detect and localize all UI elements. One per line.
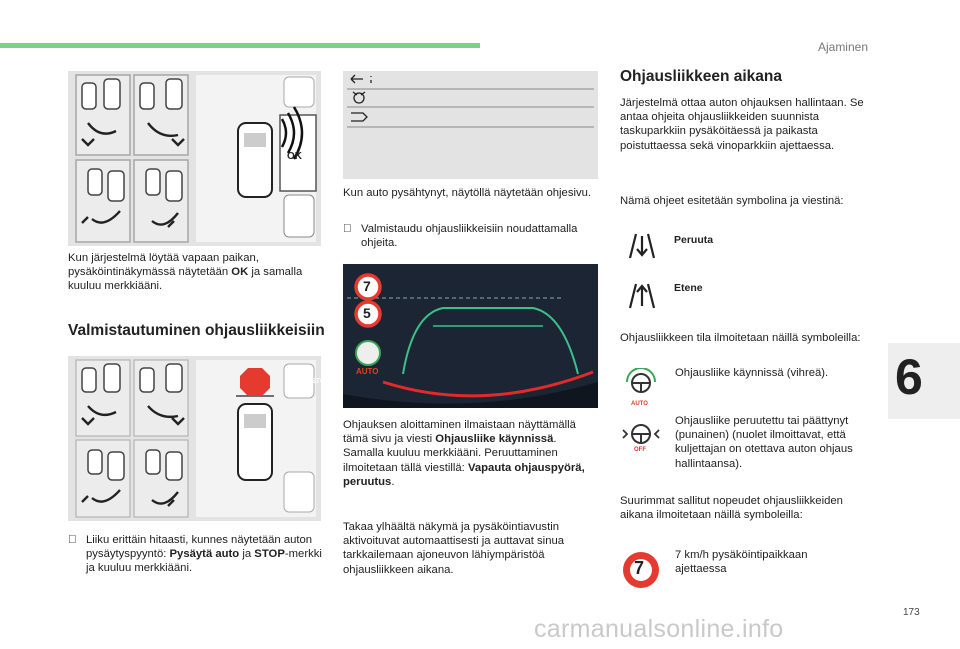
chapter-number: 6 [895, 349, 923, 405]
page-number: 173 [903, 607, 920, 618]
text-off-status: Ohjausliike peruutettu tai päättynyt (punainen) (nuolet ilmoittavat, että kuljettajan on otettava auton ohjaus hallintaansa). [675, 415, 853, 470]
camera-sign-5: 5 [363, 305, 371, 321]
bullet-stop-car: Pysäytä auto [169, 548, 240, 561]
ok-label: OK [287, 151, 302, 162]
text-system-control: Järjestelmä ottaa auton ohjauksen hallintaan. Se antaa ohjeita ohjausliikkeiden suunnista taskuparkkiin pysäköitäessä ja paikasta poistuttaessa sekä vinoparkkiin ajettaessa. [620, 97, 864, 152]
figure-parking-found [68, 71, 321, 246]
label-forward: Etene [674, 282, 703, 294]
off-label: OFF [634, 447, 646, 453]
speed-limit-value: 7 [634, 558, 645, 578]
stop-sign-label: STOP [311, 378, 330, 385]
maneuver-text-1: Ohjauksen aloittaminen ilmaistaan näyttämällä tämä sivu ja viesti [343, 419, 576, 446]
bullet-text-3: -merkki ja kuuluu merkkiääni. [86, 548, 322, 575]
bullet-prepare-text: Valmistaudu ohjausliikkeisiin noudattamalla ohjeita. [361, 223, 578, 250]
camera-auto-label: AUTO [356, 367, 379, 376]
caption-text-1: Kun järjestelmä löytää vapaan paikan, pysäköintinäkymässä näytetään [68, 252, 259, 279]
figure-camera-view [343, 264, 598, 408]
camera-sign-7: 7 [363, 278, 371, 294]
maneuver-text-2: . Samalla kuuluu merkkiääni. Peruuttaminen ilmoitetaan tällä viestillä: [343, 433, 558, 474]
section-title: Ajaminen [817, 40, 868, 54]
text-status-symbols: Ohjausliikkeen tila ilmoitetaan näillä symboleilla: [620, 332, 861, 344]
text-instructions-shown: Nämä ohjeet esitetään symbolina ja viestinä: [620, 195, 844, 207]
bullet-move-slowly [68, 533, 323, 576]
header-accent-bar [0, 43, 480, 48]
text-car-stopped: Kun auto pysähtynyt, näytöllä näytetään ohjesivu. [343, 187, 592, 199]
maneuver-text-3: . [391, 475, 395, 488]
heading-preparing: Valmistautuminen ohjausliikkeisiin [68, 322, 325, 339]
bullet-prepare [343, 222, 598, 250]
text-maneuver-start [343, 418, 598, 489]
figure-stop [68, 356, 330, 521]
bullet-text-2: ja [239, 548, 255, 561]
auto-steering-icon [621, 368, 661, 402]
bullet-stop: STOP [254, 548, 285, 561]
reverse-arrow-icon [624, 230, 660, 260]
caption-parking-found [68, 251, 323, 294]
bullet-mark [343, 222, 351, 236]
text-rear-view: Takaa ylhäältä näkymä ja pysäköintiavustin aktivoituvat automaattisesti ja auttavat sinua tarkkailemaan ajoneuvon lähiympäristöä ohjausliikkeen aikana. [343, 521, 565, 576]
forward-arrow-icon [624, 280, 660, 310]
watermark: carmanualsonline.info [534, 615, 784, 643]
bullet-mark [68, 533, 76, 547]
caption-ok: OK [231, 266, 249, 279]
maneuver-release: Vapauta ohjauspyörä, peruutus [343, 461, 585, 488]
text-speed-7: 7 km/h pysäköintipaikkaan ajettaessa [675, 549, 808, 576]
bullet-text-1: Liiku erittäin hitaasti, kunnes näytetään auton pysäytyspyyntö: [86, 534, 313, 561]
heading-during-maneuver: Ohjausliikkeen aikana [620, 68, 782, 85]
caption-text-2: ja samalla kuuluu merkkiääni. [68, 266, 303, 293]
figure-instruction-screen [343, 71, 598, 179]
text-auto-status: Ohjausliike käynnissä (vihreä). [675, 367, 829, 379]
auto-label: AUTO [631, 401, 648, 407]
label-reverse: Peruuta [674, 234, 714, 246]
maneuver-in-progress: Ohjausliike käynnissä [435, 433, 554, 446]
text-speed-limits: Suurimmat sallitut nopeudet ohjausliikkeiden aikana ilmoitetaan näillä symboleilla: [620, 495, 843, 522]
